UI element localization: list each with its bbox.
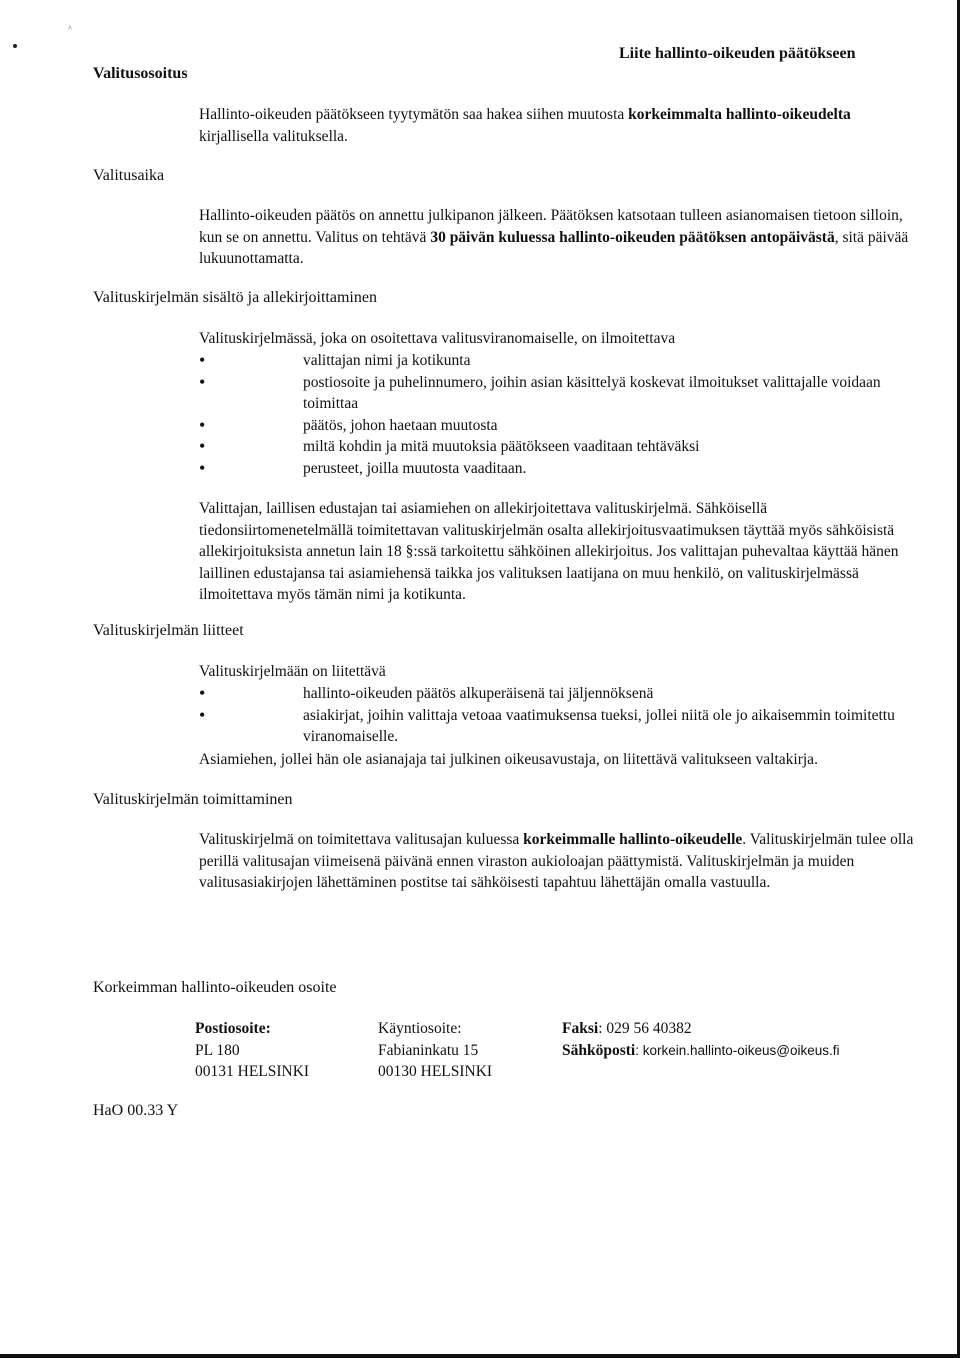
footer-code: HaO 00.33 Y <box>93 1102 179 1119</box>
fax-line <box>562 1018 840 1040</box>
fax-label: Faksi <box>562 1020 599 1037</box>
intro-text-1: Hallinto-oikeuden päätökseen tyytymätön saa hakea siihen muutosta <box>199 106 629 123</box>
list-item: • asiakirjat, joihin valittaja vetoaa vaatimuksensa tueksi, jollei niitä ole jo aikaisemmin toimitettu viranomaiselle. <box>199 705 914 748</box>
intro-paragraph <box>199 104 914 147</box>
document-title: Valitusosoitus <box>93 65 188 82</box>
section-label-valitusaika: Valitusaika <box>93 167 165 184</box>
liitteet-list <box>199 683 914 748</box>
list-item: • päätös, johon haetaan muutosta <box>199 415 914 437</box>
postal-line-2: 00131 HELSINKI <box>195 1063 310 1080</box>
section-label-sisalto: Valituskirjelmän sisältö ja allekirjoittaminen <box>93 289 377 306</box>
liitteet-note: Asiamiehen, jollei hän ole asianajaja tai julkinen oikeusavustaja, on liitettävä valitukseen valtakirja. <box>199 751 818 768</box>
scan-mark: ^ <box>68 24 72 33</box>
toimittaminen-text-1: Valituskirjelmä on toimitettava valitusajan kuluessa <box>199 831 524 848</box>
list-item: • perusteet, joilla muutosta vaaditaan. <box>199 458 914 480</box>
sisalto-intro: Valituskirjelmässä, joka on osoitettava valitusviranomaiselle, on ilmoitettava <box>199 330 676 347</box>
toimittaminen-paragraph <box>199 829 914 894</box>
visiting-address <box>378 1018 492 1083</box>
postal-line-1: PL 180 <box>195 1041 240 1059</box>
valitusaika-text-1: Hallinto-oikeuden päätös on annettu julkipanon jälkeen. Päätöksen katsotaan tulleen asianomaisen tietoon silloin, kun se on annettu. Valitus on tehtävä <box>199 207 903 246</box>
visit-line-1: Fabianinkatu 15 <box>378 1041 479 1059</box>
liitteet-intro: Valituskirjelmään on liitettävä <box>199 663 386 680</box>
list-item: • miltä kohdin ja mitä muutoksia päätökseen vaaditaan tehtäväksi <box>199 436 914 458</box>
intro-text-2: kirjallisella valituksella. <box>199 127 348 145</box>
valitusaika-bold: 30 päivän kuluessa hallinto-oikeuden päätöksen antopäivästä <box>430 228 835 246</box>
sisalto-signature-paragraph: Valittajan, laillisen edustajan tai asiamiehen on allekirjoitettava valituskirjelmä. Sähköisellä tiedonsiirtomenetelmällä toimitettavan valituskirjelmän osalta allekirjoitusvaatimuksen täyttää myös sähköisistä allekirjoituksista annetun lain 18 §:ssä tarkoitettu sähköinen allekirjoitus. Jos valittajan puhevaltaa käyttää hänen laillinen edustajansa tai asiamiehensä taikka jos valituksen laatijana on muu henkilö, on valituskirjelmässä ilmoitettava myös tämän nimi ja kotikunta. <box>199 500 899 603</box>
sisalto-list <box>199 350 914 479</box>
postal-address <box>195 1018 309 1083</box>
intro-bold: korkeimmalta hallinto-oikeudelta <box>628 106 851 123</box>
section-label-address: Korkeimman hallinto-oikeuden osoite <box>93 979 337 996</box>
fax-value: : 029 56 40382 <box>598 1020 692 1037</box>
email-line <box>562 1040 840 1062</box>
list-item: • hallinto-oikeuden päätös alkuperäisenä tai jäljennöksenä <box>199 683 914 705</box>
toimittaminen-text-2: . Valituskirjelmän tulee olla perillä valitusajan viimeisenä päivänä ennen viraston aukioloajan päättymistä. Valituskirjelmän ja muiden valitusasiakirjojen lähettäminen postitse tai sähköisesti tapahtuu lähettäjän omalla vastuulla. <box>199 831 914 891</box>
scan-edge-bottom <box>0 1354 960 1358</box>
scan-speck <box>13 44 17 48</box>
list-item: • valittajan nimi ja kotikunta <box>199 350 914 372</box>
visit-heading: Käyntiosoite: <box>378 1020 462 1037</box>
visit-line-2: 00130 HELSINKI <box>378 1063 493 1080</box>
valitusaika-text-2: , sitä päivää lukuunottamatta. <box>199 228 909 267</box>
section-label-liitteet: Valituskirjelmän liitteet <box>93 622 244 639</box>
postal-heading: Postiosoite: <box>195 1020 271 1037</box>
email-value: : korkein.hallinto-oikeus@oikeus.fi <box>635 1042 840 1058</box>
email-label: Sähköposti <box>562 1041 636 1059</box>
list-item: • postiosoite ja puhelinnumero, joihin asian käsittelyä koskevat ilmoitukset valittajalle voidaan toimittaa <box>199 372 914 415</box>
toimittaminen-bold: korkeimmalle hallinto-oikeudelle <box>523 831 743 848</box>
section-label-toimittaminen: Valituskirjelmän toimittaminen <box>93 791 293 808</box>
contact-info <box>562 1018 840 1061</box>
attachment-title: Liite hallinto-oikeuden päätökseen <box>619 45 856 62</box>
valitusaika-paragraph <box>199 205 914 270</box>
